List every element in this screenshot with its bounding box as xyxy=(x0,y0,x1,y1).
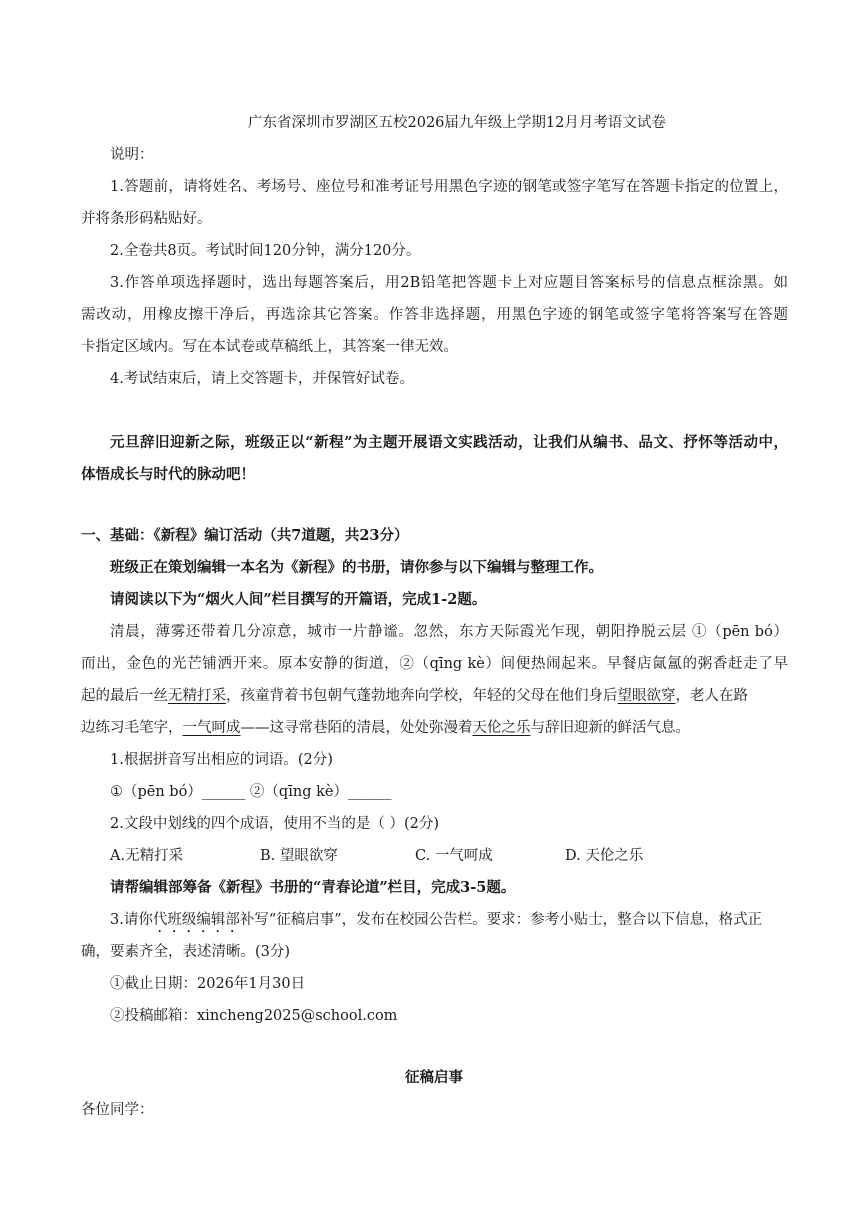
info-deadline: ①截止日期：2026年1月30日 xyxy=(110,976,306,992)
passage-text: 边练习毛笔字， xyxy=(81,720,183,736)
reading-instruction-2: 请帮编辑部筹备《新程》书册的“青春论道”栏目，完成3-5题。 xyxy=(110,879,516,896)
exam-title: 广东省深圳市罗湖区五校2026届九年级上学期12月月考语文试卷 xyxy=(248,115,666,131)
passage-text: 起的最后一丝 xyxy=(81,688,168,704)
notice-greeting: 各位同学： xyxy=(81,1102,154,1118)
question-3-line-1 xyxy=(110,910,762,936)
passage-text: ，老人在路 xyxy=(675,688,748,704)
passage-line-2: 而出，金色的光芒铺洒开来。原本安静的街道，②（qīng kè）间便热闹起来。早餐店氤氲的粥香赶走了早 xyxy=(81,656,788,672)
intro-line-2: 体悟成长与时代的脉动吧！ xyxy=(81,466,255,483)
note-3-line-1: 3.作答单项选择题时，选出每题答案后，用2B铅笔把答题卡上对应题目答案标号的信息点框涂黑。如 xyxy=(110,275,788,291)
notice-title: 征稿启事 xyxy=(405,1069,463,1086)
passage-line-4 xyxy=(81,718,690,738)
option-b: B. 望眼欲穿 xyxy=(260,848,338,864)
emphasis-dotted: 代班级编辑部 xyxy=(152,912,240,928)
passage-text: ——这寻常巷陌的清晨，处处弥漫着 xyxy=(240,720,473,736)
question-2-options xyxy=(110,846,695,866)
note-1-line-2: 并将条形码粘贴好。 xyxy=(81,211,212,227)
question-1: 1.根据拼音写出相应的词语。(2分) xyxy=(110,752,333,768)
idiom-underlined-b: 望眼欲穿 xyxy=(617,688,676,704)
section-1-task: 班级正在策划编辑一本名为《新程》的书册，请你参与以下编辑与整理工作。 xyxy=(110,559,603,576)
note-3-line-2: 需改动，用橡皮擦干净后，再选涂其它答案。作答非选择题，用黑色字迹的钢笔或签字笔将答案写在答题 xyxy=(81,307,788,323)
idiom-underlined-a: 无精打采 xyxy=(168,688,226,704)
note-1-line-1: 1.答题前，请将姓名、考场号、座位号和准考证号用黑色字迹的钢笔或签字笔写在答题卡指定的位置上， xyxy=(110,179,788,195)
passage-text: ，孩童背着书包朝气蓬勃地奔向学校，年轻的父母在他们身后 xyxy=(226,688,618,704)
section-1-heading: 一、基础：《新程》编订活动（共7道题，共23分） xyxy=(81,527,409,544)
reading-instruction: 请阅读以下为“烟火人间”栏目撰写的开篇语，完成1-2题。 xyxy=(110,591,487,608)
passage-text: 与辞旧迎新的鲜活气息。 xyxy=(530,720,690,736)
passage-line-1: 清晨，薄雾还带着几分凉意，城市一片静谧。忽然，东方天际霞光乍现，朝阳挣脱云层 ①（pēn bó） xyxy=(110,624,788,640)
question-2: 2.文段中划线的四个成语，使用不当的是（ ）(2分) xyxy=(110,816,439,832)
option-c: C. 一气呵成 xyxy=(415,848,493,864)
idiom-underlined-d: 天伦之乐 xyxy=(472,720,531,736)
passage-line-3 xyxy=(81,686,788,706)
question-3-text: 补写“征稿启事”，发布在校园公告栏。要求：参考小贴士，整合以下信息，格式正 xyxy=(239,912,763,928)
idiom-underlined-c: 一气呵成 xyxy=(182,720,241,736)
intro-line-1: 元旦辞旧迎新之际，班级正以“新程”为主题开展语文实践活动，让我们从编书、品文、抒怀等活动中， xyxy=(110,434,788,451)
note-2: 2.全卷共8页。考试时间120分钟，满分120分。 xyxy=(110,243,421,259)
option-d: D. 天伦之乐 xyxy=(565,848,644,864)
notes-heading: 说明： xyxy=(110,147,154,163)
question-3-text: 3.请你 xyxy=(110,912,153,928)
option-a: A.无精打采 xyxy=(110,848,184,864)
note-3-line-3: 卡指定区域内。写在本试卷或草稿纸上，其答案一律无效。 xyxy=(81,339,458,355)
info-email: ②投稿邮箱：xincheng2025@school.com xyxy=(110,1008,398,1024)
question-1-blanks: ①（pēn bó）______ ②（qīng kè）______ xyxy=(110,784,392,800)
question-3-line-2: 确，要素齐全，表述清晰。(3分) xyxy=(81,944,291,960)
note-4: 4.考试结束后，请上交答题卡，并保管好试卷。 xyxy=(110,371,414,387)
